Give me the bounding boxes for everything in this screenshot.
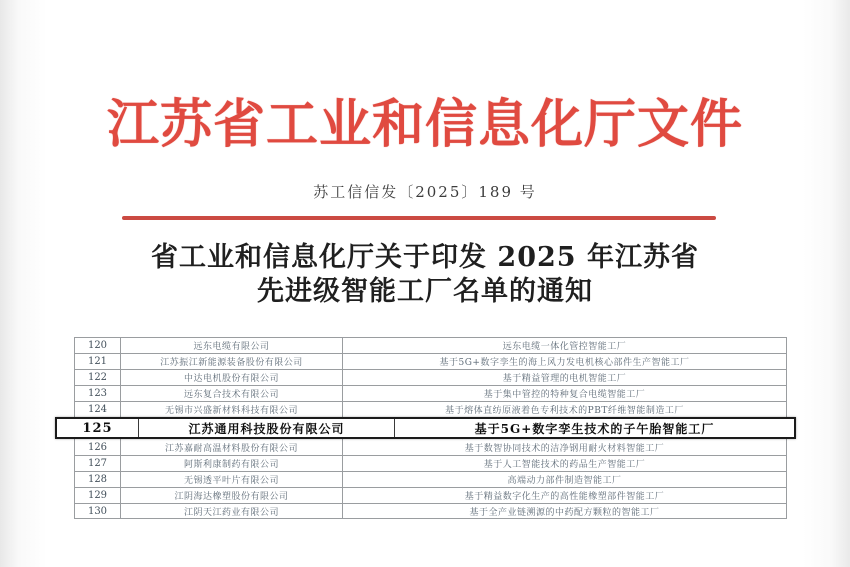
row-number-cell: 124 bbox=[75, 402, 121, 417]
factory-cell: 基于5G+数字孪生技术的子午胎智能工厂 bbox=[474, 421, 715, 436]
factory-cell: 基于熔体直纺原液着色专利技术的PBT纤维智能制造工厂 bbox=[445, 406, 684, 416]
table-row bbox=[74, 471, 787, 487]
table-row bbox=[74, 353, 787, 369]
company-cell: 江苏振江新能源装备股份有限公司 bbox=[121, 354, 343, 369]
row-number-cell: 130 bbox=[75, 504, 121, 518]
factory-cell: 基于集中管控的特种复合电缆智能工厂 bbox=[483, 390, 646, 400]
company-cell: 阿斯利康制药有限公司 bbox=[121, 456, 343, 471]
factory-cell: 基于精益管理的电机智能工厂 bbox=[502, 374, 627, 384]
notice-title-line2: 先进级智能工厂名单的通知 bbox=[257, 276, 593, 307]
notice-title-line1: 省工业和信息化厅关于印发 2025 年江苏省 bbox=[151, 242, 699, 273]
table-row bbox=[74, 439, 787, 455]
company-cell: 江苏嘉耐高温材料股份有限公司 bbox=[121, 439, 343, 455]
table-row bbox=[74, 369, 787, 385]
company-cell: 远东复合技术有限公司 bbox=[121, 386, 343, 401]
company-cell: 无锡透平叶片有限公司 bbox=[121, 472, 343, 487]
document-header-title: 江苏省工业和信息化厅文件 bbox=[106, 94, 743, 155]
factory-cell: 基于数智协同技术的洁净钢用耐火材料智能工厂 bbox=[464, 443, 665, 454]
row-number-cell: 128 bbox=[75, 472, 121, 487]
document-number: 苏工信信发〔2025〕189 号 bbox=[313, 183, 537, 201]
factory-cell: 基于全产业链溯源的中药配方颗粒的智能工厂 bbox=[469, 507, 660, 518]
company-cell: 无锡市兴盛新材料科技有限公司 bbox=[121, 402, 343, 417]
factory-cell: 高端动力部件制造智能工厂 bbox=[507, 476, 622, 486]
company-cell: 江苏通用科技股份有限公司 bbox=[139, 419, 395, 437]
company-cell: 江阴天江药业有限公司 bbox=[121, 504, 343, 518]
factory-cell: 远东电缆一体化管控智能工厂 bbox=[502, 342, 627, 352]
factory-list-table bbox=[74, 337, 787, 519]
table-row bbox=[74, 401, 787, 417]
row-number-cell: 120 bbox=[75, 338, 121, 353]
table-row bbox=[74, 337, 787, 353]
table-row bbox=[74, 385, 787, 401]
company-cell: 中达电机股份有限公司 bbox=[121, 370, 343, 385]
row-number-cell: 125 bbox=[57, 419, 139, 437]
red-separator-line bbox=[122, 216, 716, 220]
row-number-cell: 126 bbox=[75, 439, 121, 455]
factory-cell: 基于精益数字化生产的高性能橡塑部件智能工厂 bbox=[464, 492, 665, 502]
factory-cell: 基于人工智能技术的药品生产智能工厂 bbox=[483, 460, 646, 470]
factory-cell: 基于5G+数字孪生的海上风力发电机核心部件生产智能工厂 bbox=[439, 358, 690, 368]
row-number-cell: 122 bbox=[75, 370, 121, 385]
company-cell: 江阴海达橡塑股份有限公司 bbox=[121, 488, 343, 503]
row-number-cell: 129 bbox=[75, 488, 121, 503]
table-row bbox=[74, 503, 787, 519]
highlighted-table-row bbox=[55, 417, 796, 439]
company-cell: 远东电缆有限公司 bbox=[121, 338, 343, 353]
row-number-cell: 127 bbox=[75, 456, 121, 471]
row-number-cell: 123 bbox=[75, 386, 121, 401]
table-row bbox=[74, 487, 787, 503]
table-row bbox=[74, 455, 787, 471]
row-number-cell: 121 bbox=[75, 354, 121, 369]
